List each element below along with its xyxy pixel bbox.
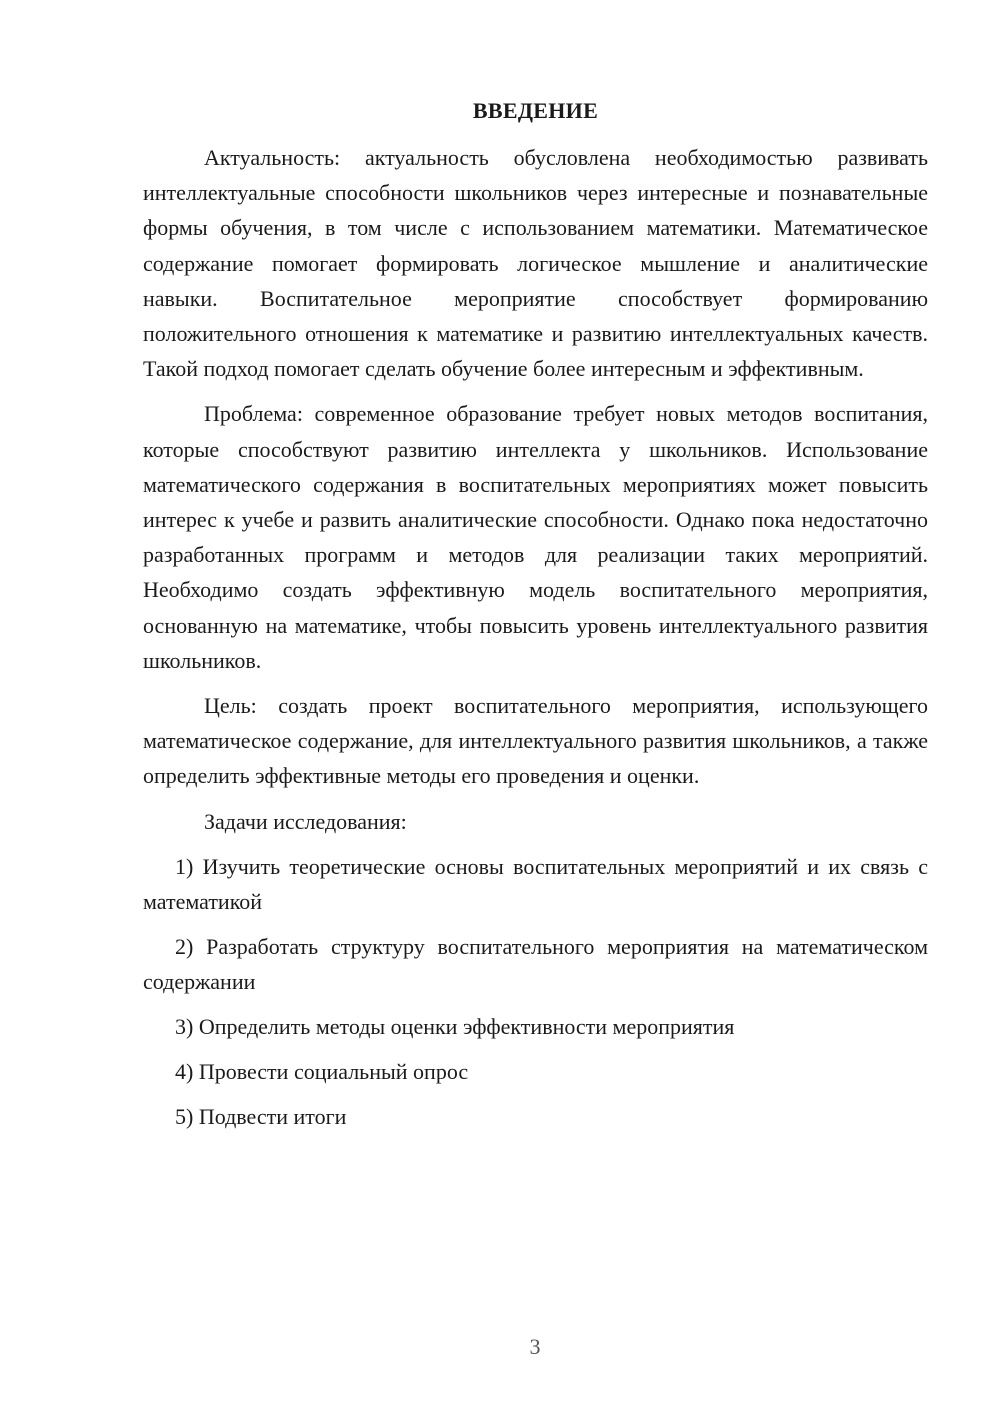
relevance-paragraph: Актуальность: актуальность обусловлена необходимостью развивать интеллектуальные способности школьников через интересные и познавательные формы обучения, в том числе с использованием математики. Математическое содержание помогает формировать логическое мышление и аналитические навыки. Воспитательное мероприятие способствует формированию положительного отношения к математике и развитию интеллектуальных качеств. Такой подход помогает сделать обучение более интересным и эффективным. [143,145,928,382]
list-item: 3) Определить методы оценки эффективности мероприятия [175,1013,735,1039]
list-item: 2) Разработать структуру воспитательного мероприятия на математическом содержании [143,933,928,994]
tasks-list [143,849,928,1134]
goal-paragraph: Цель: создать проект воспитательного мероприятия, использующего математическое содержание, для интеллектуального развития школьников, а также определить эффективные методы его проведения и оценки. [143,693,928,789]
section-heading: ВВЕДЕНИЕ [472,98,599,123]
page-content [143,93,928,1144]
page-number: 3 [529,1334,541,1359]
list-item: 1) Изучить теоретические основы воспитательных мероприятий и их связь с математикой [143,853,928,914]
list-item: 5) Подвести итоги [175,1103,347,1129]
problem-paragraph: Проблема: современное образование требует новых методов воспитания, которые способствуют развитию интеллекта у школьников. Использование математического содержания в воспитательных мероприятиях может повысить интерес к учебе и развить аналитические способности. Однако пока недостаточно разработанных программ и методов для реализации таких мероприятий. Необходимо создать эффективную модель воспитательного мероприятия, основанную на математике, чтобы повысить уровень интеллектуального развития школьников. [143,401,928,673]
list-item: 4) Провести социальный опрос [175,1058,469,1084]
tasks-label: Задачи исследования: [204,808,407,834]
